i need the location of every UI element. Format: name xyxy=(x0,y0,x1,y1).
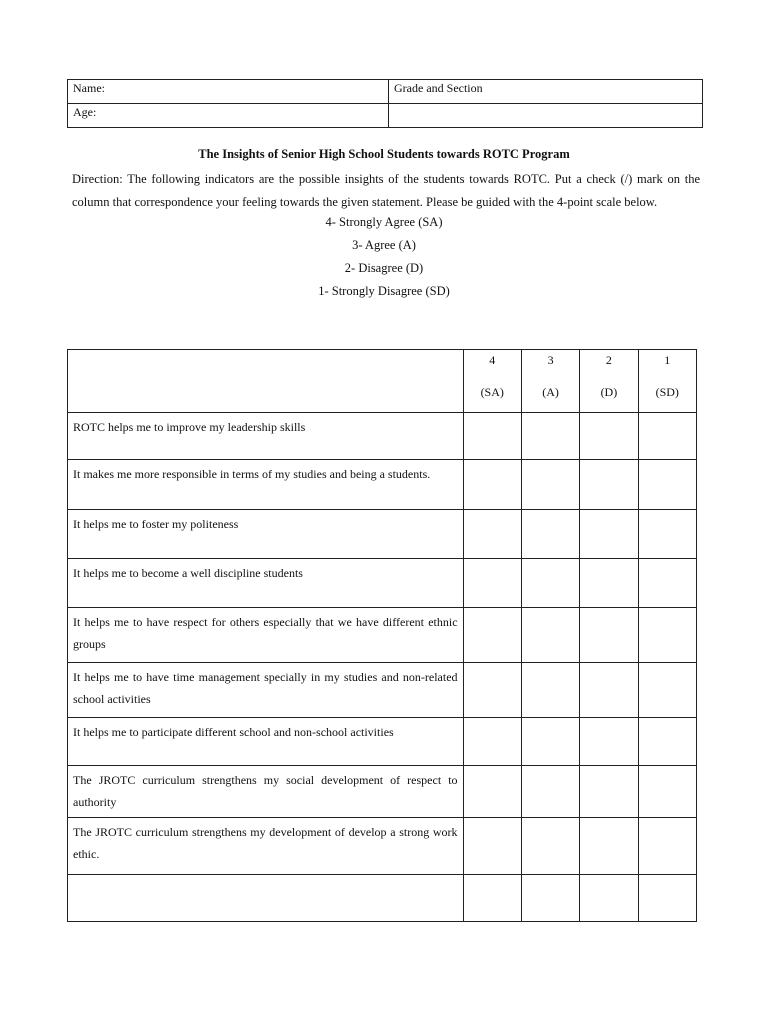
age-field[interactable] xyxy=(68,104,389,128)
check-cell-sd[interactable] xyxy=(638,413,696,460)
check-cell-a[interactable] xyxy=(521,766,579,818)
check-cell-a[interactable] xyxy=(521,663,579,718)
statement-text: It helps me to participate different school and non-school activities xyxy=(68,718,464,766)
check-cell-sa[interactable] xyxy=(463,818,521,875)
check-cell-sd[interactable] xyxy=(638,460,696,510)
grade-section-label: Grade and Section xyxy=(394,81,483,95)
statement-text: The JROTC curriculum strengthens my development of develop a strong work ethic. xyxy=(68,818,464,875)
header-blank-cell xyxy=(68,350,464,413)
check-cell-a[interactable] xyxy=(521,718,579,766)
check-cell-sd[interactable] xyxy=(638,875,696,922)
col-num: 1 xyxy=(664,353,671,367)
check-cell-a[interactable] xyxy=(521,413,579,460)
blank-info-field[interactable] xyxy=(389,104,703,128)
check-cell-a[interactable] xyxy=(521,875,579,922)
header-row xyxy=(68,350,697,413)
name-label: Name: xyxy=(73,81,105,95)
table-row xyxy=(68,608,697,663)
check-cell-sd[interactable] xyxy=(638,718,696,766)
check-cell-sa[interactable] xyxy=(463,559,521,608)
check-cell-d[interactable] xyxy=(580,608,638,663)
table-row xyxy=(68,818,697,875)
statement-text: It makes me more responsible in terms of my studies and being a students. xyxy=(68,460,464,510)
table-row xyxy=(68,510,697,559)
check-cell-d[interactable] xyxy=(580,875,638,922)
check-cell-d[interactable] xyxy=(580,413,638,460)
statement-text: The JROTC curriculum strengthens my social development of respect to authority xyxy=(68,766,464,818)
name-field[interactable] xyxy=(68,80,389,104)
col-num: 4 xyxy=(489,353,496,367)
check-cell-sd[interactable] xyxy=(638,510,696,559)
check-cell-sd[interactable] xyxy=(638,766,696,818)
statement-text: It helps me to become a well discipline students xyxy=(68,559,464,608)
col-num: 3 xyxy=(547,353,554,367)
table-row xyxy=(68,559,697,608)
direction-text: Direction: The following indicators are the possible insights of the students towards ROTC. Put a check (/) mark on the column that correspondence your feeling towards the given statement. Please be guided with the 4-point scale below. xyxy=(72,172,700,209)
check-cell-a[interactable] xyxy=(521,510,579,559)
survey-title: The Insights of Senior High School Students towards ROTC Program xyxy=(198,147,570,161)
check-cell-d[interactable] xyxy=(580,718,638,766)
check-cell-sd[interactable] xyxy=(638,818,696,875)
check-cell-a[interactable] xyxy=(521,559,579,608)
col-abbr: (D) xyxy=(600,385,618,399)
check-cell-a[interactable] xyxy=(521,818,579,875)
table-row xyxy=(68,663,697,718)
table-row xyxy=(68,766,697,818)
table-row xyxy=(68,460,697,510)
table-row xyxy=(68,875,697,922)
statement-text xyxy=(68,875,464,922)
check-cell-d[interactable] xyxy=(580,510,638,559)
scale-item-4: 4- Strongly Agree (SA) xyxy=(325,215,443,229)
check-cell-d[interactable] xyxy=(580,663,638,718)
check-cell-sa[interactable] xyxy=(463,875,521,922)
table-row xyxy=(68,413,697,460)
check-cell-sa[interactable] xyxy=(463,510,521,559)
statement-text: It helps me to have respect for others especially that we have different ethnic groups xyxy=(68,608,464,663)
check-cell-a[interactable] xyxy=(521,608,579,663)
check-cell-sa[interactable] xyxy=(463,766,521,818)
grade-section-field[interactable] xyxy=(389,80,703,104)
check-cell-d[interactable] xyxy=(580,460,638,510)
col-abbr: (SA) xyxy=(480,385,504,399)
check-cell-d[interactable] xyxy=(580,818,638,875)
check-cell-sa[interactable] xyxy=(463,718,521,766)
check-cell-d[interactable] xyxy=(580,766,638,818)
check-cell-d[interactable] xyxy=(580,559,638,608)
statement-text: ROTC helps me to improve my leadership skills xyxy=(68,413,464,460)
student-info-table xyxy=(67,79,703,128)
col-abbr: (A) xyxy=(542,385,559,399)
col-num: 2 xyxy=(605,353,612,367)
table-row xyxy=(68,718,697,766)
check-cell-sd[interactable] xyxy=(638,608,696,663)
check-cell-sa[interactable] xyxy=(463,608,521,663)
col-abbr: (SD) xyxy=(655,385,679,399)
scale-item-3: 3- Agree (A) xyxy=(352,238,416,252)
header-col-d xyxy=(580,350,638,413)
statement-text: It helps me to foster my politeness xyxy=(68,510,464,559)
header-col-a xyxy=(521,350,579,413)
scale-item-1: 1- Strongly Disagree (SD) xyxy=(318,284,450,298)
check-cell-a[interactable] xyxy=(521,460,579,510)
check-cell-sd[interactable] xyxy=(638,663,696,718)
statement-text: It helps me to have time management specially in my studies and non-related school activities xyxy=(68,663,464,718)
check-cell-sa[interactable] xyxy=(463,413,521,460)
header-col-sa xyxy=(463,350,521,413)
check-cell-sa[interactable] xyxy=(463,663,521,718)
check-cell-sd[interactable] xyxy=(638,559,696,608)
survey-table xyxy=(67,349,697,922)
check-cell-sa[interactable] xyxy=(463,460,521,510)
header-col-sd xyxy=(638,350,696,413)
scale-item-2: 2- Disagree (D) xyxy=(344,261,424,275)
age-label: Age: xyxy=(73,105,97,119)
